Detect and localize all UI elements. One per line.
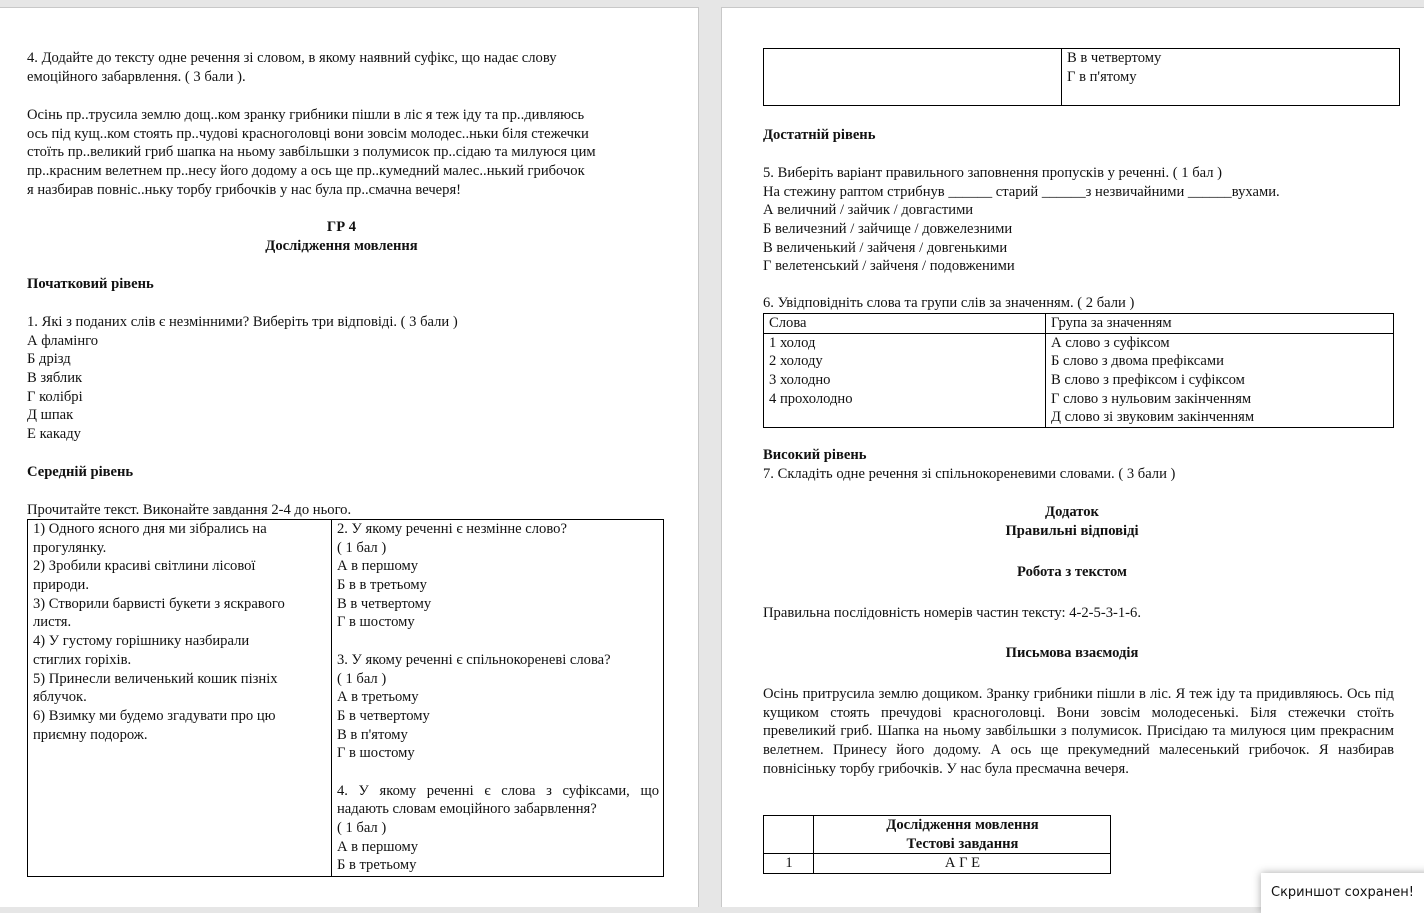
answer-option: Б в в третьому <box>336 577 427 594</box>
answer-option: А в третьому <box>336 689 419 706</box>
sentence-line: стиглих горіхів. <box>33 651 132 668</box>
answer-option: В в четвертому <box>336 595 432 612</box>
answer-option: Б в четвертому <box>336 707 430 724</box>
group-item: А слово з суфіксом <box>1051 334 1170 351</box>
answers-table <box>763 815 1111 874</box>
sentence-line: 4) У густому горішнику назбирали <box>33 633 250 650</box>
level-initial-heading: Початковий рівень <box>27 276 154 292</box>
gap-fill-text <box>27 106 596 199</box>
text-line: ось під кущ..ком стоять пр..чудові красноголовці вони зовсім молодес..ньки біля стежечки <box>27 125 589 142</box>
continued-table <box>763 48 1400 106</box>
sentence-line: приємну подорож. <box>33 726 148 743</box>
answer-option: Г в шостому <box>336 745 415 762</box>
sentence-line: 6) Взимку ми будемо згадувати про цю <box>33 707 276 724</box>
toast-message: Скриншот сохранен! <box>1271 885 1414 900</box>
points-label: ( 1 бал ) <box>336 820 387 836</box>
header-groups: Група за значенням <box>1046 314 1394 334</box>
gap-sentence: На стежину раптом стрибнув ______ старий ______з незвичайними ______вухами. <box>763 183 1280 200</box>
answer-option: Г в шостому <box>336 614 415 631</box>
header-words: Слова <box>764 314 1046 334</box>
answer-option: Б величезний / зайчище / довжелезними <box>763 221 1013 238</box>
level-middle-heading: Середній рівень <box>27 464 134 480</box>
appendix-title: Додаток <box>1045 504 1099 520</box>
sentence-line: 2) Зробили красиві світлини лісової <box>33 558 256 575</box>
question-3-text: 3. У якому реченні є спільнокореневі слова? <box>336 651 611 668</box>
question-1 <box>27 313 458 444</box>
group-item: Г слово з нульовим закінченням <box>1051 390 1252 407</box>
answer-option: В величенький / зайченя / довгенькими <box>763 239 1008 256</box>
answer-option: Д шпак <box>27 407 74 424</box>
question-6-text: 6. Увідповідніть слова та групи слів за значенням. ( 2 бали ) <box>763 295 1135 311</box>
word-item: 2 холоду <box>769 353 823 370</box>
answer-option: А в першому <box>336 558 419 575</box>
answer-option: В зяблик <box>27 370 83 387</box>
task4-writing-instruction <box>27 49 557 86</box>
section-subtitle: Дослідження мовлення <box>265 238 418 254</box>
sequence-answer: Правильна послідовність номерів частин тексту: 4-2-5-3-1-6. <box>763 605 1141 621</box>
spacer <box>337 763 659 782</box>
document-page-left <box>0 7 699 907</box>
answer-option: Б дрізд <box>27 351 71 368</box>
read-instruction: Прочитайте текст. Виконайте завдання 2-4 до нього. <box>27 502 352 518</box>
group-item: Д слово зі звуковим закінченням <box>1051 409 1255 426</box>
group-item: Б слово з двома префіксами <box>1051 353 1224 370</box>
question-2-text: 2. У якому реченні є незмінне слово? <box>336 521 567 537</box>
text-line: 4. Додайте до тексту одне речення зі словом, в якому наявний суфікс, що надає слову <box>27 50 557 66</box>
empty-cell <box>764 49 1062 106</box>
sentence-line: яблучок. <box>33 689 87 706</box>
answer-option: В в четвертому <box>1067 50 1162 66</box>
text-line: стоїть пр..великий гриб шапка на ньому завбільшки з полумисок пр..сідаю та милуюся цим <box>27 144 596 161</box>
sentence-line: 3) Створили барвисті букети з яскравого <box>33 595 285 612</box>
points-label: ( 1 бал ) <box>336 539 387 556</box>
sentence-line: 1) Одного ясного дня ми зібрались на <box>33 521 267 537</box>
sentence-line: прогулянку. <box>33 539 107 556</box>
answer-option: В в п'ятому <box>336 726 408 743</box>
level-sufficient-heading: Достатній рівень <box>763 127 876 143</box>
answers-header-line: Тестові завдання <box>906 835 1019 852</box>
questions-cell <box>331 520 663 877</box>
answer-option: А величний / зайчик / довгастими <box>763 202 974 219</box>
spacer <box>337 632 659 651</box>
corrected-text: Осінь притрусила землю дощиком. Зранку грибники пішли в ліс. Я теж іду та придивляюсь. Ось під кущиком стоять пречудові красноголовці. Вони зовсім молодесенькі. Біля стежечки стоїть превеликий гриб. Шапка на ньому завбільшки з полумисок. Присідаю та милуюся цим прекрасним велетнем. Принесу його додому. А ось ще прекумедний малесенький грибочок. Я назбирав повнісіньку торбу грибочків. У нас була пресмачна вечеря. <box>763 686 1394 777</box>
section-title: ГР 4 <box>326 219 357 235</box>
answer-option: Г колібрі <box>27 388 83 405</box>
answer-option: А фламінго <box>27 332 99 349</box>
group-item: В слово з префіксом і суфіксом <box>1051 372 1245 389</box>
points-label: ( 1 бал ) <box>336 670 387 687</box>
written-interaction-title: Письмова взаємодія <box>1005 645 1139 661</box>
question-7: 7. Складіть одне речення зі спільнокореневими словами. ( 3 бали ) <box>763 466 1176 482</box>
sentence-line: листя. <box>33 614 72 631</box>
continued-options-cell <box>1062 49 1400 106</box>
groups-cell <box>1046 333 1394 427</box>
words-cell <box>764 333 1046 427</box>
text-line: пр..красним велетнем пр..несу його додому а ось ще пр..кумедний малес..нький грибочок <box>27 163 585 180</box>
answers-header <box>814 816 1111 854</box>
answer-option: Е какаду <box>27 426 81 443</box>
text-line: Осінь пр..трусила землю дощ..ком зранку грибники пішли в ліс я теж іду та пр..дивляюсь <box>27 107 585 123</box>
answers-header-line: Дослідження мовлення <box>886 817 1039 833</box>
text-line: я назбирав повніс..ньку торбу грибочків у нас була пр..смачна вечеря! <box>27 181 462 198</box>
word-item: 4 прохолодно <box>769 390 853 407</box>
question-text: 1. Які з поданих слів є незмінними? Виберіть три відповіді. ( 3 бали ) <box>27 314 458 330</box>
answer-option: Г в п'ятому <box>1067 68 1137 85</box>
question-text: 5. Виберіть варіант правильного заповнення пропусків у реченні. ( 1 бал ) <box>763 165 1223 181</box>
word-item: 3 холодно <box>769 372 831 389</box>
answers-header-empty <box>764 816 814 854</box>
level-high-heading: Високий рівень <box>763 447 867 463</box>
question-4-text: надають словам емоційного забарвлення? <box>336 801 597 818</box>
answer-option: А в першому <box>336 838 419 855</box>
document-page-right <box>721 7 1424 907</box>
text-sentences-cell <box>28 520 332 877</box>
answers-row <box>764 854 1111 874</box>
answer-value: А Г Е <box>814 854 1111 874</box>
appendix-subtitle: Правильні відповіді <box>1005 523 1139 539</box>
text-line: емоційного забарвлення. ( 3 бали ). <box>27 68 246 85</box>
question-5 <box>763 164 1280 276</box>
sentence-line: 5) Принесли величенький кошик пізніх <box>33 670 278 687</box>
answer-option: Г велетенський / зайченя / подовженими <box>763 258 1015 275</box>
matching-table <box>763 313 1394 428</box>
text-questions-table <box>27 519 664 877</box>
sentence-line: природи. <box>33 577 89 594</box>
screenshot-saved-toast[interactable] <box>1261 873 1424 913</box>
answer-number: 1 <box>764 854 814 874</box>
question-4-text: 4. У якому реченні є слова з суфіксами, що <box>336 782 659 799</box>
answer-option: Б в третьому <box>336 857 417 874</box>
work-with-text-title: Робота з текстом <box>1017 564 1127 580</box>
word-item: 1 холод <box>769 334 816 351</box>
